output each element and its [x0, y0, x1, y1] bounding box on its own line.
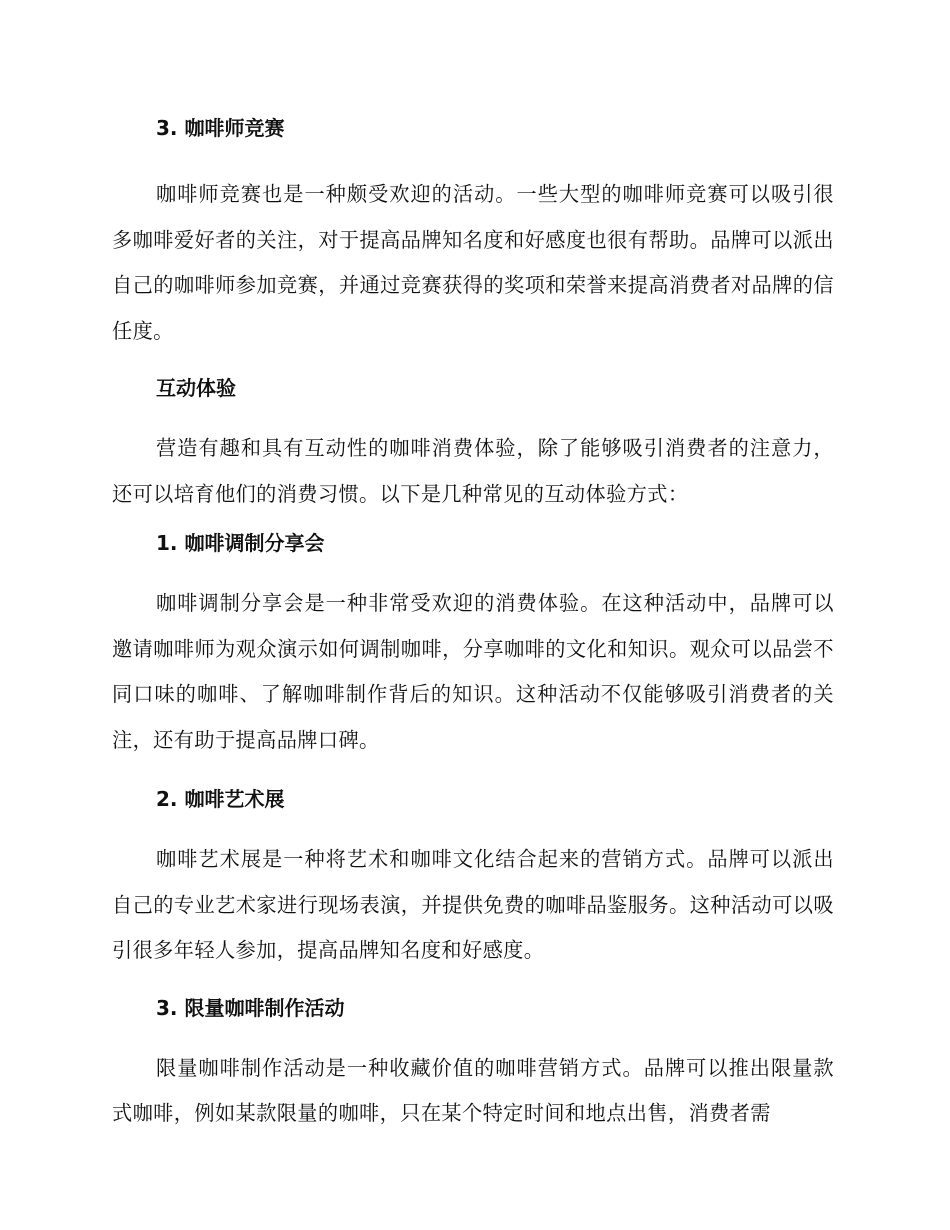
section-heading-barista-competition: 3. 咖啡师竞赛: [156, 116, 285, 140]
section-heading-brewing-sharing-session: 1. 咖啡调制分享会: [156, 531, 325, 555]
section-heading-limited-coffee-event: 3. 限量咖啡制作活动: [156, 995, 345, 1020]
section-heading-coffee-art-exhibition: 2. 咖啡艺术展: [156, 787, 285, 811]
section-paragraph-limited-coffee-event: 限量咖啡制作活动是一种收藏价值的咖啡营销方式。品牌可以推出限量款式咖啡，例如某款限量的咖啡，只在某个特定时间和地点出售，消费者需: [112, 1055, 834, 1125]
section-heading-interactive-experience: 互动体验: [156, 376, 236, 400]
section-paragraph-interactive-experience: 营造有趣和具有互动性的咖啡消费体验，除了能够吸引消费者的注意力，还可以培育他们的消费习惯。以下是几种常见的互动体验方式：: [112, 436, 834, 506]
section-paragraph-barista-competition: 咖啡师竞赛也是一种颇受欢迎的活动。一些大型的咖啡师竞赛可以吸引很多咖啡爱好者的关注，对于提高品牌知名度和好感度也很有帮助。品牌可以派出自己的咖啡师参加竞赛，并通过竞赛获得的奖项和荣誉来提高消费者对品牌的信任度。: [112, 182, 834, 343]
section-paragraph-brewing-sharing-session: 咖啡调制分享会是一种非常受欢迎的消费体验。在这种活动中，品牌可以邀请咖啡师为观众演示如何调制咖啡，分享咖啡的文化和知识。观众可以品尝不同口味的咖啡、了解咖啡制作背后的知识。这种活动不仅能够吸引消费者的关注，还有助于提高品牌口碑。: [112, 591, 834, 752]
section-paragraph-coffee-art-exhibition: 咖啡艺术展是一种将艺术和咖啡文化结合起来的营销方式。品牌可以派出自己的专业艺术家进行现场表演，并提供免费的咖啡品鉴服务。这种活动可以吸引很多年轻人参加，提高品牌知名度和好感度。: [112, 847, 834, 962]
document-body: [112, 112, 834, 1137]
